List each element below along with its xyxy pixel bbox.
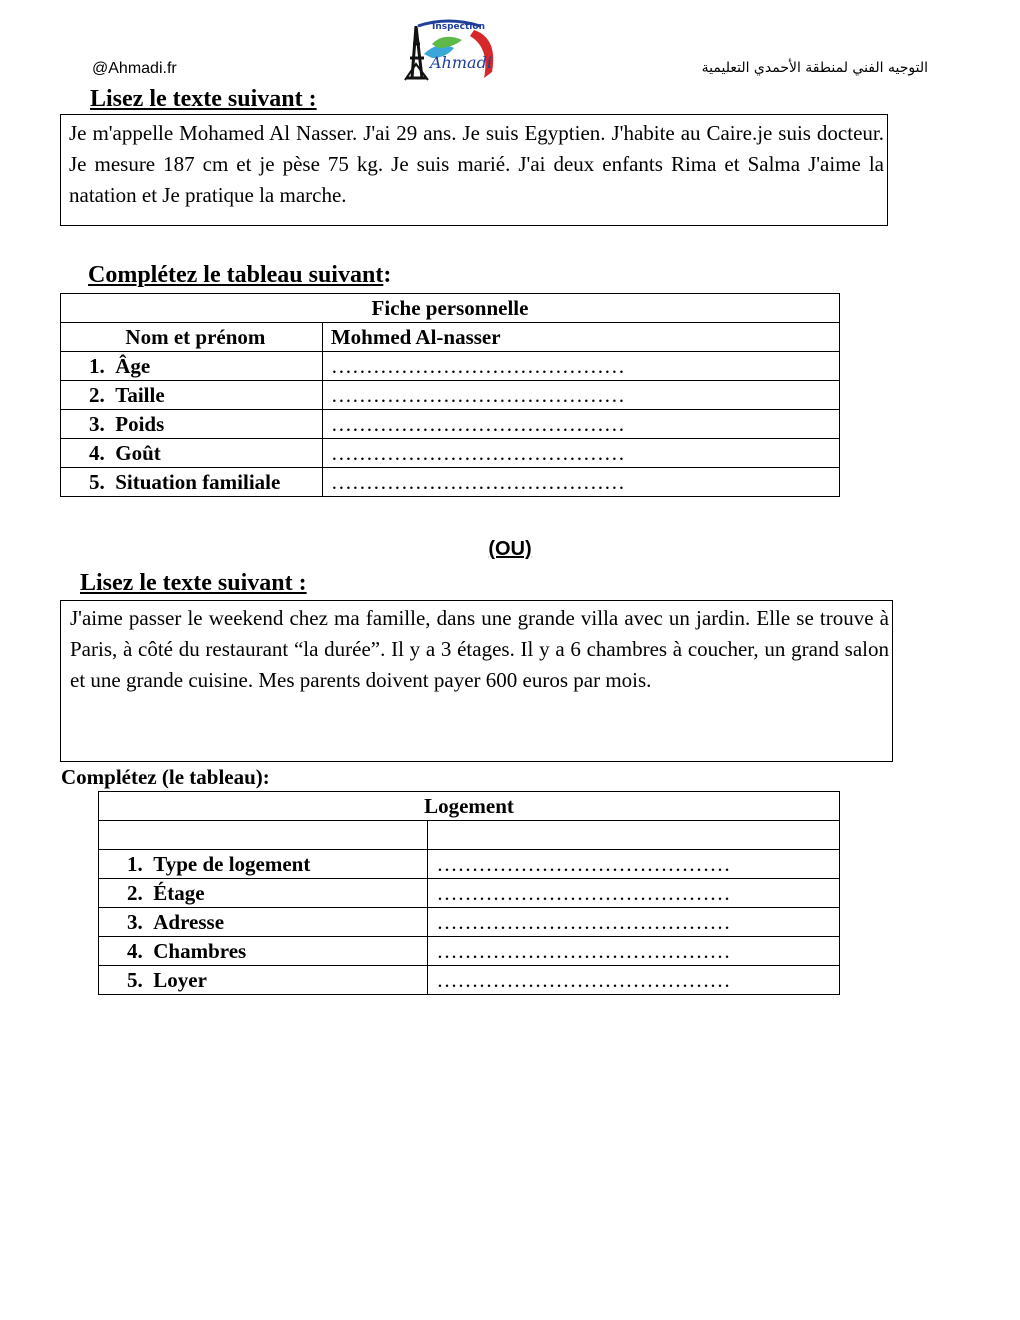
- row-label: Poids: [115, 412, 165, 436]
- table-row: 2. Taille ……………………………………: [61, 381, 840, 410]
- answer-blank[interactable]: ……………………………………: [322, 439, 839, 468]
- table-row: 4. Goût ……………………………………: [61, 439, 840, 468]
- section1-text: Je m'appelle Mohamed Al Nasser. J'ai 29 ans. Je suis Egyptien. J'habite au Caire.je suis docteur. Je mesure 187 cm et je pèse 75 kg. Je suis marié. J'ai deux enfants Rima et Salma J'aime la natation et Je pratique la marche.: [69, 121, 884, 207]
- section2-heading: Lisez le texte suivant :: [80, 570, 307, 596]
- name-value: Mohmed Al-nasser: [322, 323, 839, 352]
- table2-caption: Logement: [99, 792, 840, 821]
- logo-text-top: Inspection: [432, 22, 485, 32]
- empty-cell: [99, 821, 428, 850]
- section1-heading: Lisez le texte suivant :: [90, 86, 317, 112]
- logo-text-main: Ahmadi: [430, 53, 492, 72]
- answer-blank[interactable]: ……………………………………: [428, 850, 840, 879]
- table1-caption: Fiche personnelle: [61, 294, 840, 323]
- table-row: 4. Chambres ……………………………………: [99, 937, 840, 966]
- table-row: 3. Poids ……………………………………: [61, 410, 840, 439]
- row-label: Taille: [115, 383, 165, 407]
- or-separator: (OU): [488, 538, 532, 560]
- empty-cell: [428, 821, 840, 850]
- answer-blank[interactable]: ……………………………………: [428, 879, 840, 908]
- row-label: Type de logement: [153, 852, 311, 876]
- name-label: Nom et prénom: [61, 323, 323, 352]
- arabic-title: التوجيه الفني لمنطقة الأحمدي التعليمية: [701, 60, 928, 76]
- table2-heading: Complétez (le tableau):: [61, 765, 270, 789]
- answer-blank[interactable]: ……………………………………: [428, 966, 840, 995]
- answer-blank[interactable]: ……………………………………: [428, 908, 840, 937]
- row-label: Goût: [115, 441, 161, 465]
- row-label: Âge: [115, 354, 151, 378]
- logo-eiffel-tower: [388, 18, 508, 84]
- logement-table: [98, 791, 840, 995]
- section1-text-box: [60, 114, 888, 226]
- table1-heading: Complétez le tableau suivant:: [88, 262, 392, 288]
- table-row: 1. Âge ……………………………………: [61, 352, 840, 381]
- section2-text: J'aime passer le weekend chez ma famille, dans une grande villa avec un jardin. Elle se trouve à Paris, à côté du restaurant “la durée”. Il y a 3 étages. Il y a 6 chambres à coucher, un grand salon et une grande cuisine. Mes parents doivent payer 600 euros par mois.: [70, 606, 889, 692]
- row-label: Loyer: [153, 968, 207, 992]
- answer-blank[interactable]: ……………………………………: [322, 352, 839, 381]
- row-label: Adresse: [153, 910, 225, 934]
- table-row: 2. Étage ……………………………………: [99, 879, 840, 908]
- site-handle: @Ahmadi.fr: [92, 60, 177, 77]
- fiche-personnelle-table: [60, 293, 840, 497]
- table-row: 1. Type de logement ……………………………………: [99, 850, 840, 879]
- row-label: Situation familiale: [115, 470, 281, 494]
- row-label: Étage: [153, 881, 205, 905]
- table-row: 3. Adresse ……………………………………: [99, 908, 840, 937]
- table-row: 5. Loyer ……………………………………: [99, 966, 840, 995]
- answer-blank[interactable]: ……………………………………: [322, 381, 839, 410]
- answer-blank[interactable]: ……………………………………: [322, 468, 839, 497]
- answer-blank[interactable]: ……………………………………: [322, 410, 839, 439]
- section2-text-box: [60, 600, 893, 762]
- answer-blank[interactable]: ……………………………………: [428, 937, 840, 966]
- table-row: 5. Situation familiale ……………………………………: [61, 468, 840, 497]
- row-label: Chambres: [153, 939, 247, 963]
